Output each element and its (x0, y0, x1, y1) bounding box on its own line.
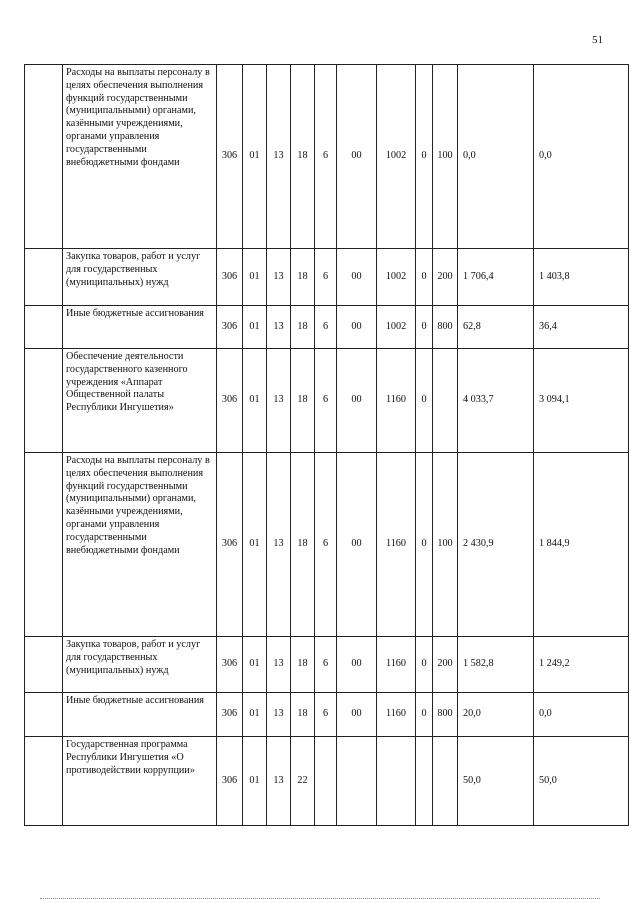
code-cell: 01 (243, 249, 267, 306)
code-cell: 13 (267, 637, 291, 693)
code-cell: 00 (337, 306, 377, 349)
code-cell: 00 (337, 453, 377, 637)
index-cell (25, 349, 63, 453)
code-cell: 306 (217, 637, 243, 693)
code-cell: 6 (315, 453, 337, 637)
code-cell: 18 (291, 65, 315, 249)
index-cell (25, 249, 63, 306)
index-cell (25, 737, 63, 826)
amount-cell: 1 249,2 (534, 637, 629, 693)
code-cell: 00 (337, 249, 377, 306)
table-row (25, 349, 629, 453)
code-cell: 306 (217, 306, 243, 349)
code-cell: 100 (433, 65, 458, 249)
code-cell (377, 737, 416, 826)
amount-cell: 36,4 (534, 306, 629, 349)
code-cell: 01 (243, 453, 267, 637)
row-name: Расходы на выплаты персоналу в целях обеспечения выполнения функций государственными (муниципальными) органами, казёнными учреждениями, органами управления государственными внебюджетными фондами (63, 65, 217, 249)
amount-cell: 20,0 (458, 693, 534, 737)
code-cell: 1160 (377, 637, 416, 693)
code-cell: 01 (243, 693, 267, 737)
code-cell (337, 737, 377, 826)
table-row (25, 249, 629, 306)
amount-cell: 0,0 (534, 693, 629, 737)
amount-cell: 0,0 (534, 65, 629, 249)
amount-cell: 4 033,7 (458, 349, 534, 453)
index-cell (25, 637, 63, 693)
row-name: Закупка товаров, работ и услуг для государственных (муниципальных) нужд (63, 637, 217, 693)
code-cell: 1002 (377, 65, 416, 249)
amount-cell: 1 582,8 (458, 637, 534, 693)
table-row (25, 693, 629, 737)
table-row (25, 737, 629, 826)
code-cell: 01 (243, 306, 267, 349)
page-number: 51 (592, 34, 603, 46)
code-cell: 306 (217, 65, 243, 249)
amount-cell: 62,8 (458, 306, 534, 349)
code-cell: 200 (433, 637, 458, 693)
row-name: Иные бюджетные ассигнования (63, 693, 217, 737)
code-cell: 1160 (377, 693, 416, 737)
amount-cell: 1 403,8 (534, 249, 629, 306)
code-cell: 6 (315, 249, 337, 306)
code-cell: 1160 (377, 349, 416, 453)
code-cell: 0 (416, 65, 433, 249)
table-row (25, 637, 629, 693)
row-name: Обеспечение деятельности государственного казенного учреждения «Аппарат Общественной палаты Республики Ингушетия» (63, 349, 217, 453)
code-cell: 800 (433, 693, 458, 737)
code-cell: 00 (337, 349, 377, 453)
code-cell: 13 (267, 65, 291, 249)
code-cell: 6 (315, 693, 337, 737)
code-cell: 306 (217, 349, 243, 453)
code-cell: 13 (267, 453, 291, 637)
code-cell (433, 737, 458, 826)
code-cell: 6 (315, 349, 337, 453)
code-cell: 6 (315, 65, 337, 249)
code-cell: 200 (433, 249, 458, 306)
code-cell: 18 (291, 349, 315, 453)
code-cell (416, 737, 433, 826)
code-cell: 01 (243, 65, 267, 249)
index-cell (25, 306, 63, 349)
index-cell (25, 65, 63, 249)
code-cell: 13 (267, 737, 291, 826)
scan-edge-rule (40, 898, 600, 899)
code-cell: 6 (315, 306, 337, 349)
code-cell: 01 (243, 349, 267, 453)
code-cell: 01 (243, 637, 267, 693)
code-cell: 22 (291, 737, 315, 826)
row-name: Государственная программа Республики Ингушетия «О противодействии коррупции» (63, 737, 217, 826)
code-cell: 100 (433, 453, 458, 637)
amount-cell: 1 706,4 (458, 249, 534, 306)
code-cell: 306 (217, 693, 243, 737)
code-cell: 18 (291, 249, 315, 306)
code-cell: 18 (291, 306, 315, 349)
code-cell: 0 (416, 453, 433, 637)
code-cell: 1002 (377, 306, 416, 349)
amount-cell: 0,0 (458, 65, 534, 249)
row-name: Расходы на выплаты персоналу в целях обеспечения выполнения функций государственными (муниципальными) органами, казёнными учреждениями, органами управления государственными внебюджетными фондами (63, 453, 217, 637)
table-row (25, 65, 629, 249)
code-cell: 306 (217, 249, 243, 306)
table-row (25, 306, 629, 349)
code-cell: 0 (416, 637, 433, 693)
code-cell: 6 (315, 637, 337, 693)
amount-cell: 1 844,9 (534, 453, 629, 637)
amount-cell: 50,0 (534, 737, 629, 826)
code-cell: 13 (267, 306, 291, 349)
row-name: Иные бюджетные ассигнования (63, 306, 217, 349)
code-cell: 306 (217, 453, 243, 637)
amount-cell: 50,0 (458, 737, 534, 826)
code-cell (433, 349, 458, 453)
code-cell: 306 (217, 737, 243, 826)
code-cell: 00 (337, 65, 377, 249)
code-cell: 0 (416, 349, 433, 453)
code-cell: 00 (337, 637, 377, 693)
code-cell: 00 (337, 693, 377, 737)
code-cell: 13 (267, 349, 291, 453)
amount-cell: 3 094,1 (534, 349, 629, 453)
code-cell: 13 (267, 693, 291, 737)
code-cell: 13 (267, 249, 291, 306)
budget-table (24, 64, 629, 826)
code-cell: 18 (291, 637, 315, 693)
code-cell: 0 (416, 249, 433, 306)
code-cell: 01 (243, 737, 267, 826)
table-row (25, 453, 629, 637)
index-cell (25, 693, 63, 737)
code-cell: 18 (291, 453, 315, 637)
code-cell (315, 737, 337, 826)
code-cell: 1002 (377, 249, 416, 306)
code-cell: 800 (433, 306, 458, 349)
code-cell: 1160 (377, 453, 416, 637)
code-cell: 0 (416, 693, 433, 737)
amount-cell: 2 430,9 (458, 453, 534, 637)
code-cell: 0 (416, 306, 433, 349)
index-cell (25, 453, 63, 637)
row-name: Закупка товаров, работ и услуг для государственных (муниципальных) нужд (63, 249, 217, 306)
code-cell: 18 (291, 693, 315, 737)
